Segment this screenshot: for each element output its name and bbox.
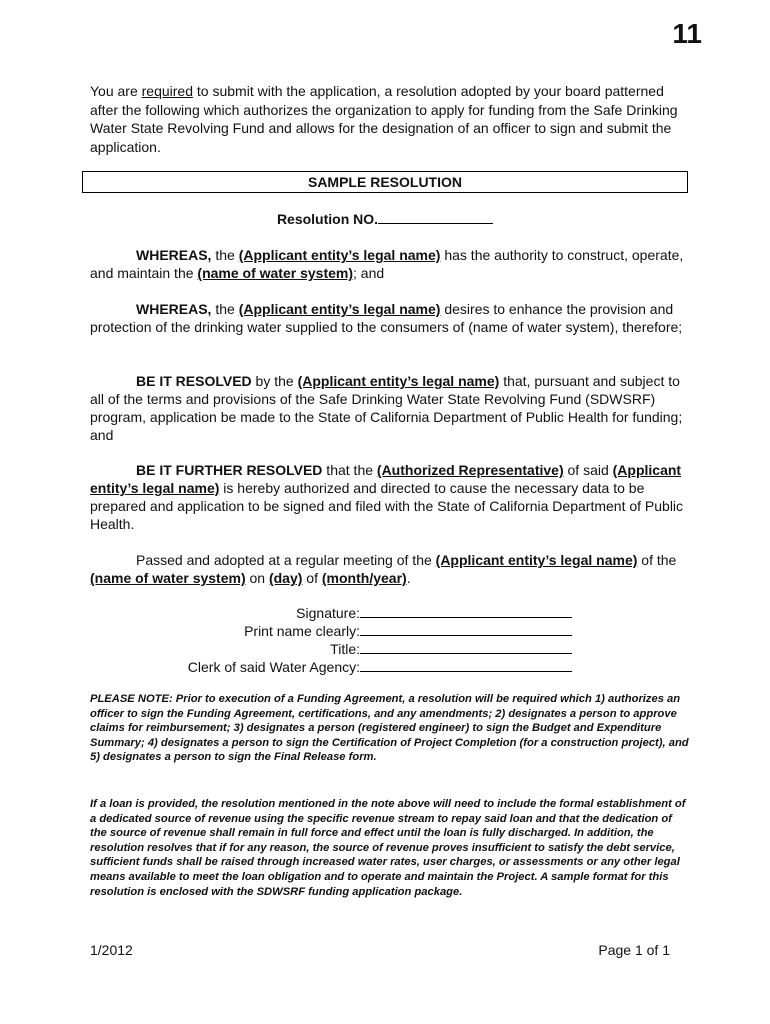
loan-note-paragraph: If a loan is provided, the resolution mentioned in the note above will need to include the formal establishment of a dedicated source of revenue using the specific revenue stream to repay said loan and that the dedication of the source of revenue shall remain in full force and effect until the loan is fully discharged. In addition, the resolution resolves that if for any reason, the source of revenue proves insufficient to satisfy the debt service, sufficient funds shall be raised through increased water rates, user charges, or assessments or any other legal means available to meet the loan obligation and to operate and maintain the Project. A sample format for this resolution is enclosed with the SDWSRF funding application package. (90, 798, 686, 898)
para3-text-1: by the (251, 373, 298, 389)
print-name-line (0, 622, 572, 640)
further-resolved-paragraph (90, 461, 690, 533)
para2-lead: WHEREAS, (136, 301, 212, 317)
whereas-paragraph-1 (90, 246, 690, 282)
signature-blank (360, 604, 572, 618)
para2-text-2: desires to enhance the provision and protection of the drinking water supplied to the consumers of (name of water system), therefore; (90, 301, 683, 335)
para5-text-5: . (406, 570, 411, 586)
whereas-paragraph-2 (90, 300, 690, 336)
intro-prefix: You are (90, 83, 142, 99)
para5-text-3: on (245, 570, 269, 586)
para4-lead: BE IT FURTHER RESOLVED (136, 462, 323, 478)
para5-text-2: of the (637, 552, 677, 568)
para3-entity: (Applicant entity’s legal name) (297, 373, 500, 389)
para1-text-3: ; and (353, 265, 385, 281)
page-number: 11 (672, 18, 702, 49)
para3-text-2: that, pursuant and subject to all of the terms and provisions of the Safe Drinking Water State Revolving Fund (SDWSRF) program, application be made to the State of California Department of Public Health for funding; and (90, 373, 683, 443)
para1-entity: (Applicant entity’s legal name) (238, 247, 441, 263)
title-blank (360, 640, 572, 654)
para4-representative: (Authorized Representative) (376, 462, 564, 478)
resolution-number-label: Resolution NO. (276, 211, 379, 227)
please-note-paragraph: PLEASE NOTE: Prior to execution of a Funding Agreement, a resolution will be required which 1) authorizes an officer to sign the Funding Agreement, certifications, and any amendments; 2) designates a person to approve claims for reimbursement; 3) designates a person (registered engineer) to sign the Budget and Expenditure Summary; 4) designates a person to sign the Certification of Project Completion (for a construction project), and 5) designates a person to sign the Final Release form. (90, 693, 689, 764)
para5-text-4: of (302, 570, 322, 586)
footer-page-count: Page 1 of 1 (598, 942, 670, 958)
para4-text-3: is hereby authorized and directed to cause the necessary data to be prepared and application to be signed and filed with the State of California Department of Public Health. (90, 480, 684, 532)
para4-entity: (Applicant entity’s legal name) (90, 462, 682, 496)
resolved-paragraph (90, 372, 690, 444)
title-label: Title: (330, 641, 360, 657)
signature-line (0, 604, 572, 622)
resolution-number-blank (378, 210, 493, 224)
para1-system: (name of water system) (197, 265, 354, 281)
signature-label: Signature: (296, 605, 360, 621)
passed-adopted-paragraph (90, 551, 690, 587)
para1-text-2: has the authority to construct, operate, and maintain the (90, 247, 684, 281)
sample-resolution-title: SAMPLE RESOLUTION (82, 171, 688, 193)
para5-day: (day) (268, 570, 303, 586)
para1-lead: WHEREAS, (136, 247, 212, 263)
resolution-number (0, 210, 770, 227)
para5-month-year: (month/year) (321, 570, 407, 586)
print-name-label: Print name clearly: (244, 623, 360, 639)
para5-text-1: Passed and adopted at a regular meeting of the (136, 552, 436, 568)
para5-system: (name of water system) (90, 570, 246, 586)
clerk-line (0, 658, 572, 676)
para3-lead: BE IT RESOLVED (136, 373, 252, 389)
para4-text-1: that the (322, 462, 377, 478)
title-line (0, 640, 572, 658)
footer-date: 1/2012 (90, 942, 133, 958)
print-name-blank (360, 622, 572, 636)
clerk-label: Clerk of said Water Agency: (187, 659, 360, 675)
para2-text-1: the (211, 301, 239, 317)
para2-entity: (Applicant entity’s legal name) (238, 301, 441, 317)
para4-text-2: of said (563, 462, 613, 478)
para5-entity: (Applicant entity’s legal name) (435, 552, 638, 568)
clerk-blank (360, 658, 572, 672)
intro-rest: to submit with the application, a resolution adopted by your board patterned after the following which authorizes the organization to apply for funding from the Safe Drinking Water State Revolving Fund and allows for the designation of an officer to sign and submit the application. (90, 83, 678, 155)
intro-required: required (141, 83, 194, 99)
para1-text-1: the (211, 247, 239, 263)
intro-paragraph (90, 82, 690, 156)
